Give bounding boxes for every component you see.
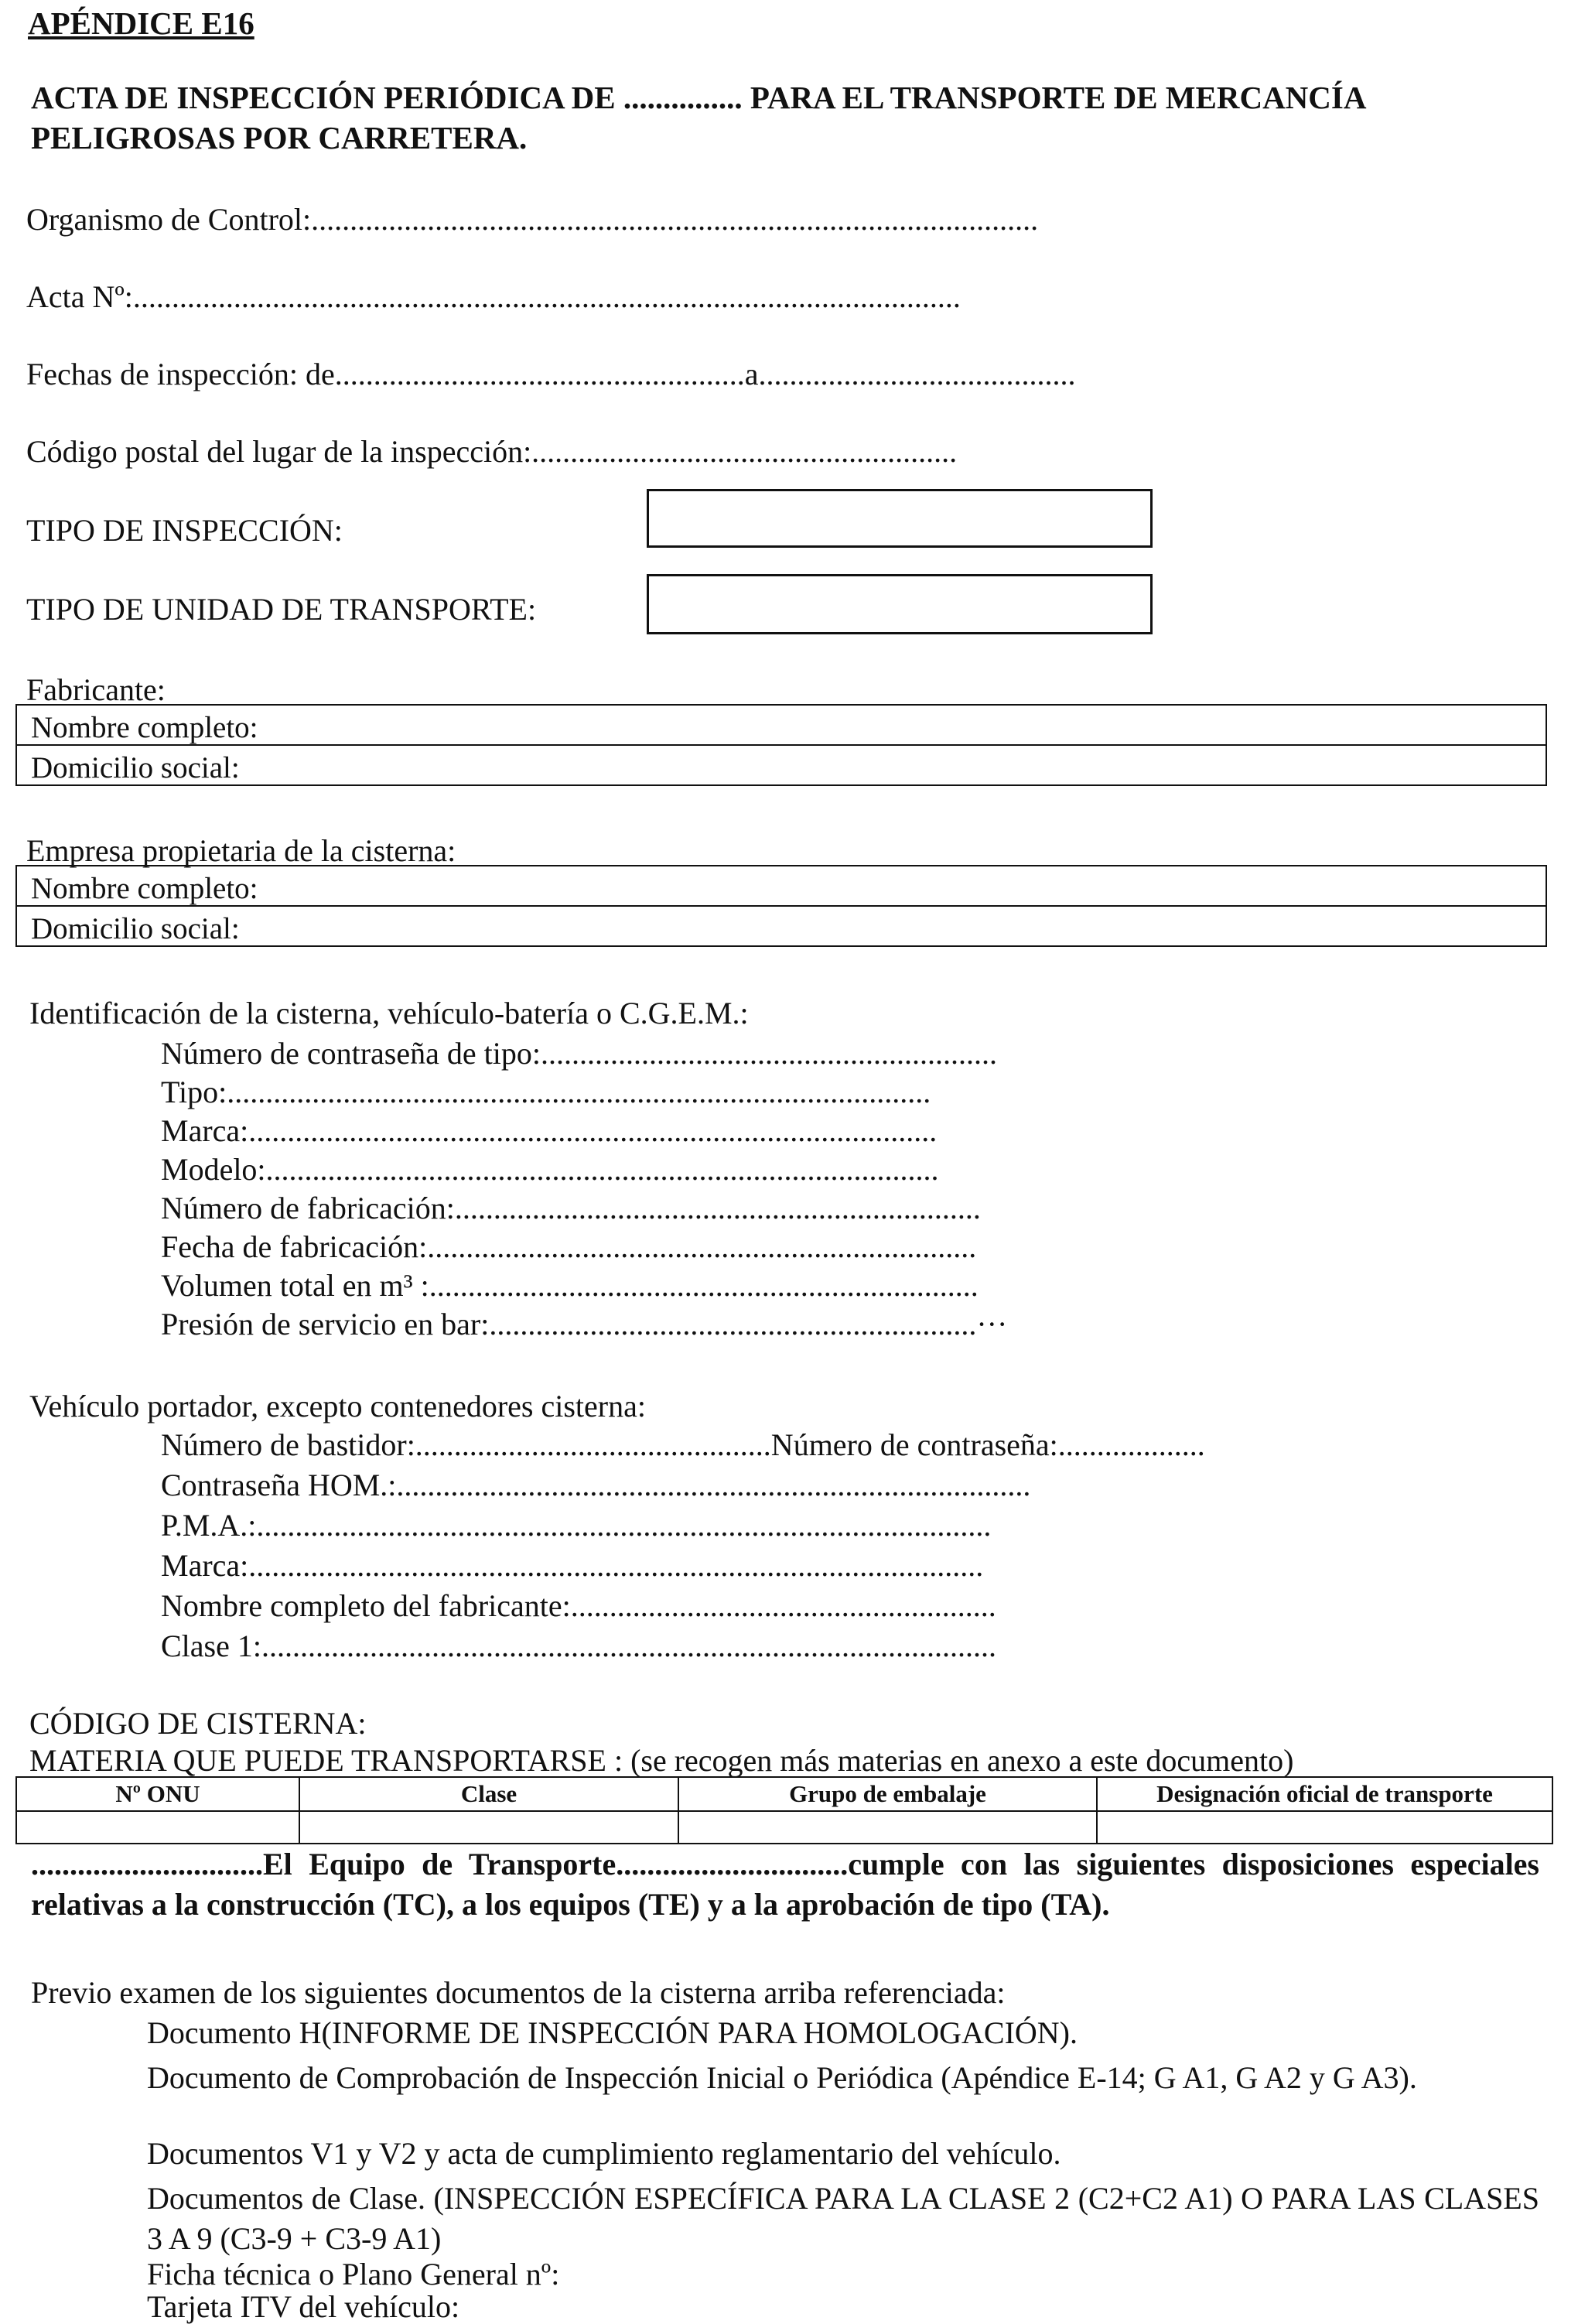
documento-item: Documento H(INFORME DE INSPECCIÓN PARA HOMOLOGACIÓN). (147, 2015, 1078, 2050)
table-cell[interactable] (678, 1811, 1097, 1844)
fabricante-domicilio-label: Domicilio social: (31, 751, 240, 784)
documento-item: Documento de Comprobación de Inspección Inicial o Periódica (Apéndice E-14; G A1, G A2 y G A3). (147, 2060, 1417, 2095)
column-header: Nº ONU (16, 1777, 299, 1811)
vehiculo-item[interactable]: P.M.A.:............................................................................................... (161, 1508, 992, 1543)
empresa-nombre-label: Nombre completo: (31, 872, 258, 905)
empresa-domicilio-label: Domicilio social: (31, 912, 240, 945)
table-cell[interactable] (1097, 1811, 1552, 1844)
table-cell[interactable] (299, 1811, 678, 1844)
column-header: Grupo de embalaje (678, 1777, 1097, 1811)
table-header-row (16, 1777, 1552, 1811)
documento-item: Documentos V1 y V2 y acta de cumplimiento reglamentario del vehículo. (147, 2136, 1061, 2171)
fabricante-domicilio-row[interactable] (15, 744, 1547, 786)
identificacion-item[interactable]: Número de fabricación:.................................................................... (161, 1191, 981, 1225)
tipo-inspeccion-label: TIPO DE INSPECCIÓN: (26, 513, 343, 548)
empresa-nombre-row[interactable] (15, 865, 1547, 907)
appendix-label: APÉNDICE E16 (28, 5, 254, 41)
organismo-field[interactable]: Organismo de Control:.............................................................................................. (26, 202, 1039, 237)
empresa-heading: Empresa propietaria de la cisterna: (26, 833, 456, 868)
tipo-unidad-box[interactable] (647, 574, 1153, 634)
fabricante-nombre-label: Nombre completo: (31, 711, 258, 744)
codigo-cisterna-label: CÓDIGO DE CISTERNA: (29, 1706, 367, 1741)
documento-item: Tarjeta ITV del vehículo: (147, 2289, 460, 2324)
materia-label: MATERIA QUE PUEDE TRANSPORTARSE : (se recogen más materias en anexo a este documento) (29, 1743, 1294, 1778)
bastidor-field[interactable]: Número de bastidor:..............................................Número de contraseña:................... (161, 1427, 1205, 1462)
identificacion-item[interactable]: Modelo:....................................................................................... (161, 1152, 939, 1187)
fabricante-nombre-row[interactable] (15, 704, 1547, 746)
tipo-unidad-label: TIPO DE UNIDAD DE TRANSPORTE: (26, 592, 537, 627)
cumple-text: ..............................El Equipo de Transporte..............................cumple con las siguientes disposiciones especiales relativas a la construcción (TC), a los equipos (TE) y a la aprobación de tipo (TA). (31, 1847, 1539, 1922)
fabricante-heading: Fabricante: (26, 672, 166, 707)
fechas-field[interactable]: Fechas de inspección: de.....................................................a......................................... (26, 357, 1076, 391)
materias-table (15, 1776, 1553, 1844)
identificacion-item[interactable]: Marca:......................................................................................... (161, 1113, 938, 1148)
cumple-paragraph (31, 1844, 1539, 1925)
vehiculo-item[interactable]: Nombre completo del fabricante:....................................................... (161, 1588, 996, 1623)
column-header: Designación oficial de transporte (1097, 1777, 1552, 1811)
vehiculo-item[interactable]: Marca:............................................................................................... (161, 1548, 984, 1583)
documento-item: Documentos de Clase. (INSPECCIÓN ESPECÍFICA PARA LA CLASE 2 (C2+C2 A1) O PARA LAS CLASES 3 A 9 (C3-9 + C3-9 A1) (147, 2181, 1539, 2256)
vehiculo-item[interactable]: Clase 1:............................................................................................... (161, 1629, 996, 1663)
vehiculo-item[interactable]: Contraseña HOM.:.................................................................................. (161, 1468, 1031, 1502)
document-title-line2: PELIGROSAS POR CARRETERA. (31, 120, 528, 156)
acta-number-field[interactable]: Acta Nº:........................................................................................................... (26, 279, 961, 314)
identificacion-item[interactable]: Tipo:........................................................................................... (161, 1075, 931, 1109)
document-title-line1: ACTA DE INSPECCIÓN PERIÓDICA DE ............... PARA EL TRANSPORTE DE MERCANCÍA (31, 80, 1367, 115)
tipo-inspeccion-box[interactable] (647, 489, 1153, 548)
table-cell[interactable] (16, 1811, 299, 1844)
vehiculo-heading: Vehículo portador, excepto contenedores cisterna: (29, 1389, 646, 1423)
codigo-postal-field[interactable]: Código postal del lugar de la inspección:....................................................... (26, 434, 958, 469)
identificacion-item[interactable]: Número de contraseña de tipo:........................................................... (161, 1036, 997, 1071)
previo-text: Previo examen de los siguientes documentos de la cisterna arriba referenciada: (31, 1975, 1006, 2010)
identificacion-item[interactable]: Volumen total en m³ :....................................................................... (161, 1268, 979, 1303)
identificacion-item[interactable]: Presión de servicio en bar:...............................................................··· (161, 1307, 1008, 1341)
identificacion-heading: Identificación de la cisterna, vehículo-batería o C.G.E.M.: (29, 996, 749, 1030)
documento-item: Ficha técnica o Plano General nº: (147, 2257, 560, 2292)
column-header: Clase (299, 1777, 678, 1811)
empresa-domicilio-row[interactable] (15, 905, 1547, 947)
table-row (16, 1811, 1552, 1844)
identificacion-item[interactable]: Fecha de fabricación:....................................................................... (161, 1229, 977, 1264)
